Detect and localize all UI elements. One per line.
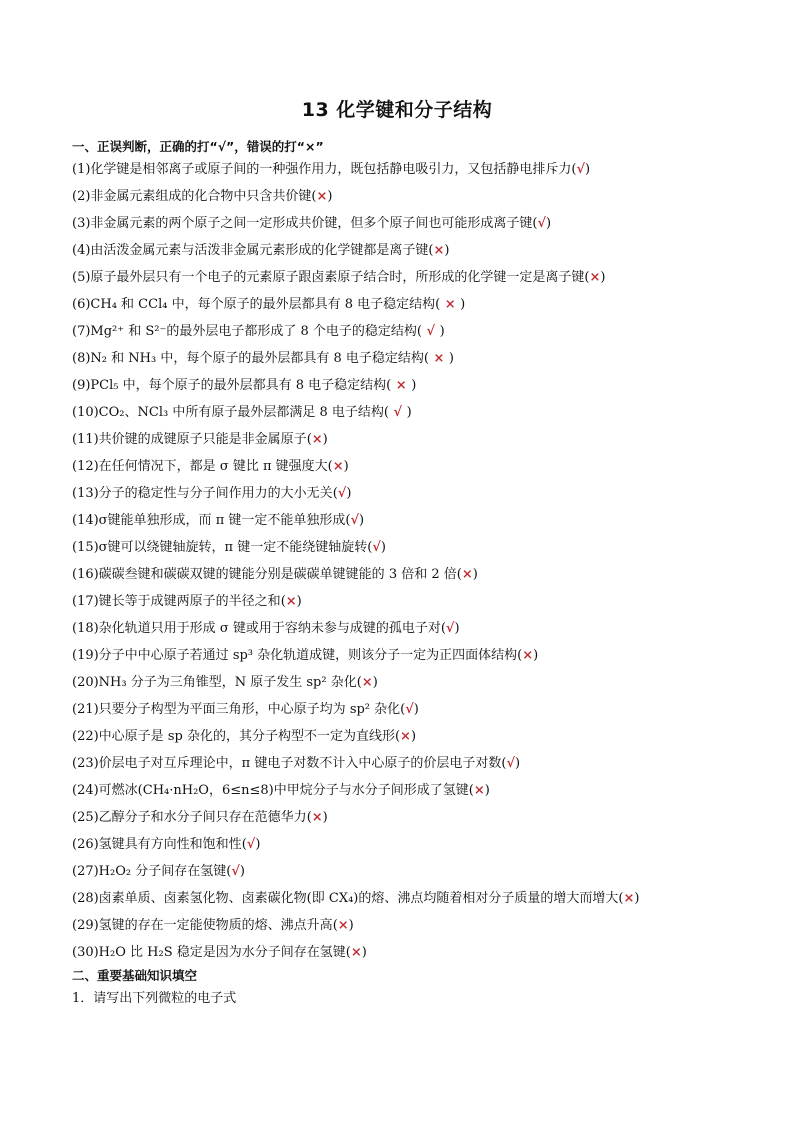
paren-open: ( (226, 864, 232, 879)
paren-open: ( (428, 243, 434, 258)
statement-text: (1)化学键是相邻离子或原子间的一种强作用力，既包括静电吸引力，又包括静电排斥力 (72, 162, 572, 177)
statement-text: (13)分子的稳定性与分子间作用力的大小无关 (72, 486, 333, 501)
paren-close: ) (413, 702, 419, 717)
paren-open: ( (241, 837, 247, 852)
answer-mark: × (316, 189, 328, 204)
paren-close: ) (255, 837, 261, 852)
paren-close: ) (406, 405, 412, 420)
statement-text: (9)PCl₅ 中，每个原子的最外层都具有 8 电子稳定结构 (72, 378, 387, 393)
statement-item (72, 243, 449, 259)
statement-item (72, 675, 378, 691)
statement-text: (2)非金属元素组成的化合物中只含共价键 (72, 189, 312, 204)
statement-text: (17)键长等于成键两原子的半径之和 (72, 594, 281, 609)
statement-text: (4)由活泼金属元素与活泼非金属元素形成的化学键都是离子键 (72, 243, 429, 258)
answer-mark: √ (421, 324, 440, 339)
answer-mark: × (461, 567, 473, 582)
paren-open: ( (517, 648, 523, 663)
paren-open: ( (394, 729, 401, 744)
section-heading-true-false: 一、正误判断，正确的打“√”，错误的打“×” (72, 139, 324, 154)
paren-open: ( (468, 783, 474, 798)
paren-open: ( (356, 675, 362, 690)
paren-close: ) (346, 486, 352, 501)
statement-text: (12)在任何情况下，都是 σ 键比 π 键强度大 (72, 459, 328, 474)
statement-item (72, 351, 454, 367)
answer-mark: √ (445, 621, 455, 636)
answer-mark: √ (388, 405, 407, 420)
answer-mark: × (522, 648, 534, 663)
statement-item (72, 405, 412, 421)
statement-item (72, 189, 332, 205)
statement-item (72, 567, 478, 583)
paren-open: ( (306, 810, 312, 825)
paren-open: ( (456, 567, 462, 582)
statement-item (72, 837, 260, 853)
paren-open: ( (532, 216, 538, 231)
statement-item (72, 270, 605, 286)
statement-text: (3)非金属元素的两个原子之间一定形成共价键，但多个原子间也可能形成离子键 (72, 216, 533, 231)
statement-item (72, 540, 386, 556)
statement-item (72, 702, 419, 718)
answer-mark: × (285, 594, 297, 609)
statement-text: (16)碳碳叁键和碳碳双键的键能分别是碳碳单键键能的 3 倍和 2 倍 (72, 567, 457, 582)
statement-item (72, 864, 245, 880)
statement-item (72, 756, 520, 772)
paren-close: ) (410, 729, 417, 744)
statement-item (72, 594, 302, 610)
statement-text: (10)CO₂、NCl₃ 中所有原子最外层都满足 8 电子结构 (72, 405, 384, 420)
paren-close: ) (239, 864, 245, 879)
answer-mark: √ (372, 540, 381, 555)
paren-open: ( (367, 540, 373, 555)
answer-mark: × (391, 378, 412, 393)
paren-close: ) (296, 594, 302, 609)
statement-text: (11)共价键的成键原子只能是非金属原子 (72, 432, 307, 447)
answer-mark: × (589, 270, 601, 285)
answer-mark: × (311, 432, 323, 447)
statement-item (72, 945, 367, 961)
paren-close: ) (600, 270, 606, 285)
paren-close: ) (533, 648, 539, 663)
answer-mark: × (428, 351, 449, 366)
paren-close: ) (439, 324, 445, 339)
statement-text: (14)σ键能单独形成，而 π 键一定不能单独形成 (72, 513, 346, 528)
statement-text: (24)可燃冰(CH₄·nH₂O，6≤n≤8)中甲烷分子与水分子间形成了氢键 (72, 783, 469, 798)
answer-mark: √ (350, 513, 359, 528)
paren-close: ) (515, 756, 521, 771)
statement-item (72, 324, 445, 340)
paren-open: ( (383, 405, 389, 420)
paren-close: ) (444, 243, 450, 258)
paren-close: ) (322, 810, 328, 825)
answer-mark: √ (231, 864, 240, 879)
statement-text: (5)原子最外层只有一个电子的元素原子跟卤素原子结合时，所形成的化学键一定是离子键 (72, 270, 585, 285)
paren-close: ) (348, 918, 354, 933)
paren-open: ( (584, 270, 590, 285)
paren-close: ) (546, 216, 552, 231)
statement-item (72, 513, 364, 529)
statement-text: (28)卤素单质、卤素氢化物、卤素碳化物(即 CX₄)的熔、沸点均随着相对分子质量的增大而增大 (72, 891, 619, 906)
paren-open: ( (416, 324, 422, 339)
answer-mark: × (332, 459, 344, 474)
statement-item (72, 378, 416, 394)
statement-item (72, 459, 349, 475)
answer-mark: √ (506, 756, 515, 771)
statement-item (72, 810, 328, 826)
paren-close: ) (380, 540, 386, 555)
paren-close: ) (472, 567, 478, 582)
paren-close: ) (411, 378, 417, 393)
paren-open: ( (571, 162, 577, 177)
paren-close: ) (460, 297, 466, 312)
paren-close: ) (585, 162, 591, 177)
paren-close: ) (634, 891, 640, 906)
paren-open: ( (345, 945, 351, 960)
paren-open: ( (280, 594, 286, 609)
page-title: 13 化学键和分子结构 (301, 99, 493, 121)
paren-open: ( (618, 891, 624, 906)
question-1: 1．请写出下列微粒的电子式 (72, 991, 237, 1006)
statement-text: (7)Mg²⁺ 和 S²⁻的最外层电子都形成了 8 个电子的稳定结构 (72, 324, 417, 339)
answer-mark: × (473, 783, 485, 798)
statement-item (72, 729, 416, 745)
paren-open: ( (306, 432, 312, 447)
paren-open: ( (501, 756, 507, 771)
section-heading-fill-blank: 二、重要基础知识填空 (72, 968, 198, 983)
paren-open: ( (440, 621, 446, 636)
statement-text: (25)乙醇分子和水分子间只存在范德华力 (72, 810, 307, 825)
answer-mark: × (350, 945, 362, 960)
paren-open: ( (423, 351, 429, 366)
answer-mark: √ (246, 837, 256, 852)
paren-open: ( (327, 459, 333, 474)
paren-close: ) (484, 783, 490, 798)
answer-mark: × (311, 810, 323, 825)
statement-text: (15)σ键可以绕键轴旋转，π 键一定不能绕键轴旋转 (72, 540, 368, 555)
statement-item (72, 432, 328, 448)
statement-text: (22)中心原子是 sp 杂化的，其分子构型不一定为直线形 (72, 729, 395, 744)
statement-item (72, 486, 351, 502)
answer-mark: × (361, 675, 373, 690)
paren-close: ) (454, 621, 460, 636)
statement-text: (29)氢键的存在一定能使物质的熔、沸点升高 (72, 918, 333, 933)
paren-open: ( (332, 486, 338, 501)
statement-text: (20)NH₃ 分子为三角锥型，N 原子发生 sp² 杂化 (72, 675, 357, 690)
statement-item (72, 297, 465, 313)
paren-open: ( (345, 513, 351, 528)
statement-text: (8)N₂ 和 NH₃ 中，每个原子的最外层都具有 8 电子稳定结构 (72, 351, 424, 366)
answer-mark: × (623, 891, 635, 906)
statement-text: (19)分子中中心原子若通过 sp³ 杂化轨道成键，则该分子一定为正四面体结构 (72, 648, 518, 663)
answer-mark: × (433, 243, 445, 258)
statement-item (72, 891, 639, 907)
statement-text: (27)H₂O₂ 分子间存在氢键 (72, 864, 227, 879)
statement-text: (26)氢键具有方向性和饱和性 (72, 837, 242, 852)
statement-item (72, 648, 538, 664)
statement-item (72, 621, 460, 637)
answer-mark: √ (337, 486, 347, 501)
statement-text: (23)价层电子对互斥理论中，π 键电子对数不计入中心原子的价层电子对数 (72, 756, 502, 771)
answer-mark: × (440, 297, 461, 312)
paren-open: ( (400, 702, 406, 717)
statement-text: (21)只要分子构型为平面三角形，中心原子均为 sp² 杂化 (72, 702, 401, 717)
answer-mark: √ (405, 702, 414, 717)
paren-open: ( (311, 189, 317, 204)
paren-close: ) (361, 945, 367, 960)
paren-open: ( (435, 297, 441, 312)
paren-close: ) (448, 351, 454, 366)
statement-item (72, 918, 354, 934)
statement-text: (30)H₂O 比 H₂S 稳定是因为水分子间存在氢键 (72, 945, 346, 960)
paren-close: ) (372, 675, 378, 690)
answer-mark: √ (537, 216, 547, 231)
paren-close: ) (322, 432, 328, 447)
answer-mark: √ (576, 162, 586, 177)
paren-close: ) (343, 459, 349, 474)
answer-mark: × (400, 729, 411, 744)
statement-text: (6)CH₄ 和 CCl₄ 中，每个原子的最外层都具有 8 电子稳定结构 (72, 297, 436, 312)
paren-close: ) (359, 513, 365, 528)
statement-item (72, 783, 490, 799)
answer-mark: × (337, 918, 349, 933)
statement-item (72, 216, 551, 232)
paren-open: ( (386, 378, 392, 393)
statement-text: (18)杂化轨道只用于形成 σ 键或用于容纳未参与成键的孤电子对 (72, 621, 441, 636)
paren-close: ) (327, 189, 333, 204)
paren-open: ( (332, 918, 338, 933)
statement-item (72, 162, 590, 178)
